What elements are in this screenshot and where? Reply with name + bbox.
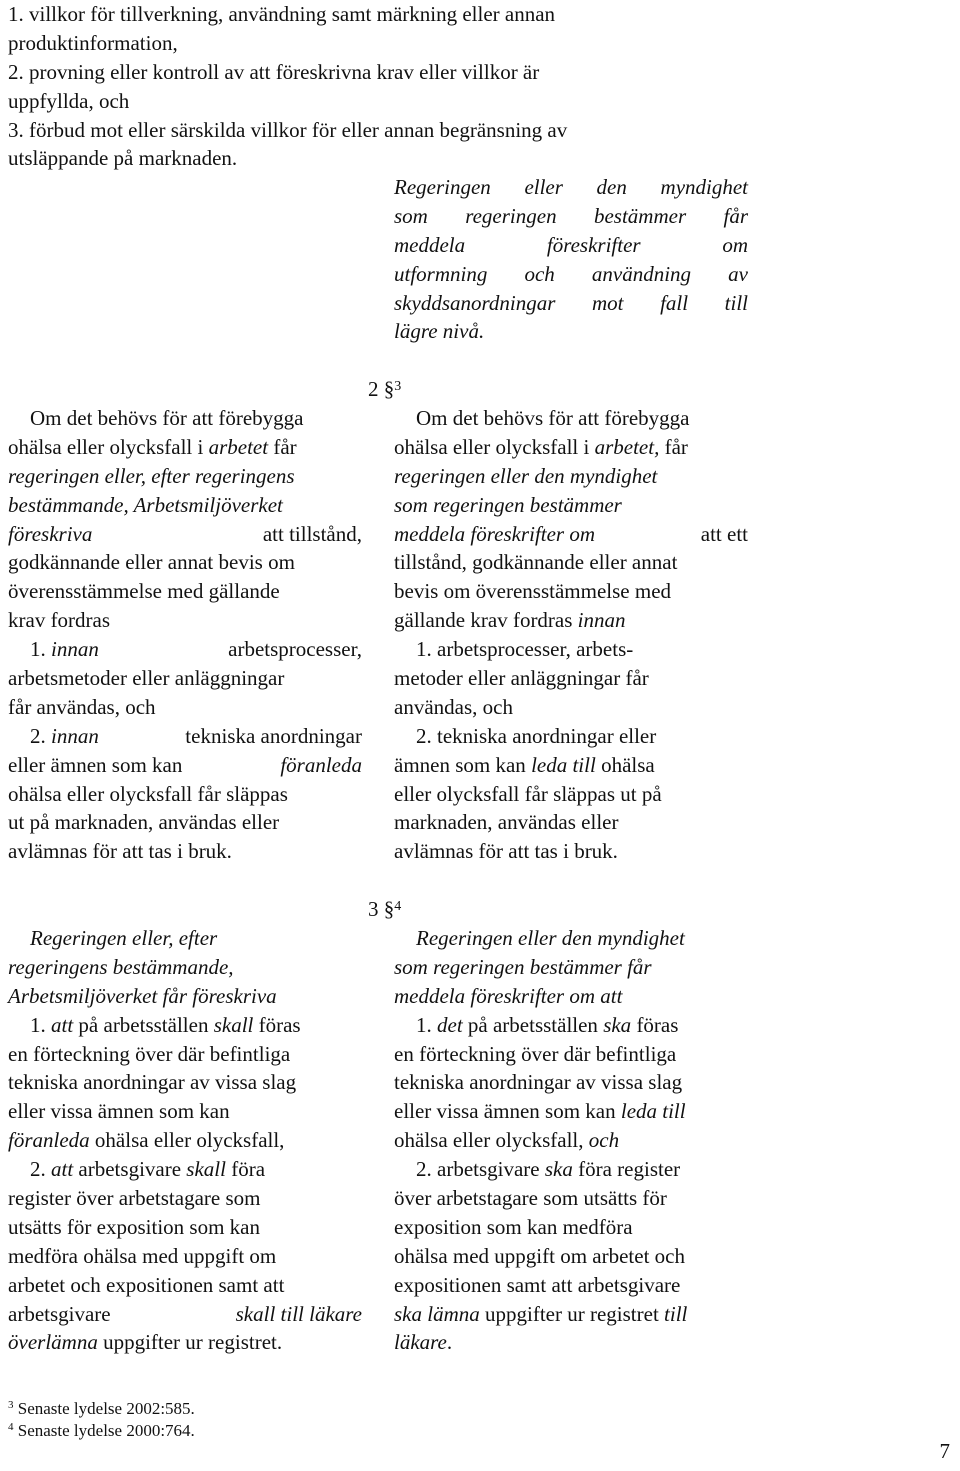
sec2-left-column [8, 404, 362, 866]
text-line: ämnen som kan leda till ohälsa [394, 752, 655, 777]
text-line: 2. provning eller kontroll av att föreskrivna krav eller villkor är [8, 59, 540, 84]
text-line: ohälsa eller olycksfall i arbetet får [8, 434, 297, 459]
text-line: Regeringen eller den myndighet [394, 175, 748, 199]
text-line: tekniska anordningar av vissa slag [8, 1070, 297, 1095]
text-line: 2. att arbetsgivare skall föra [30, 1157, 266, 1182]
text-line: en förteckning över där befintliga [394, 1041, 677, 1066]
text-line: föranleda ohälsa eller olycksfall, [8, 1128, 285, 1153]
text-line: eller olycksfall får släppas ut på [394, 781, 662, 806]
text-line: 2. innan tekniska anordningar [30, 723, 362, 748]
text-line: 2. arbetsgivare ska föra register [416, 1157, 681, 1182]
text-line: som regeringen bestämmer får [394, 203, 748, 228]
footnote-number: 4 [8, 1421, 14, 1433]
text-line: som regeringen bestämmer [394, 492, 622, 517]
text-line: får användas, och [8, 694, 156, 719]
text-line: produktinformation, [8, 30, 178, 55]
text-line: regeringens bestämmande, [8, 954, 234, 979]
text-line: ut på marknaden, användas eller [8, 810, 280, 835]
text-line: läkare. [394, 1330, 453, 1355]
text-line: en förteckning över där befintliga [8, 1041, 291, 1066]
text-line: 1. det på arbetsställen ska föras [416, 1012, 679, 1037]
text-line: meddela föreskrifter om att [394, 983, 623, 1008]
sec3-right-column [394, 924, 748, 1357]
footnote-ref: 4 [394, 899, 402, 914]
text-line: Regeringen eller den myndighet [416, 926, 685, 950]
text-line: 1. att på arbetsställen skall föras [30, 1012, 301, 1037]
text-line: ohälsa eller olycksfall får släppas [8, 781, 288, 806]
text-line: 1. innan arbetsprocesser, [30, 637, 362, 662]
text-line: ohälsa eller olycksfall i arbetet, får [394, 434, 688, 459]
text-line: krav fordras [8, 608, 111, 633]
text-line: regeringen eller den myndighet [394, 463, 658, 488]
text-line: uppfyllda, och [8, 88, 130, 113]
footnote [8, 1398, 195, 1420]
top-paragraph [8, 0, 748, 173]
text-line: utsläppande på marknaden. [8, 146, 238, 171]
text-line: marknaden, användas eller [394, 810, 619, 835]
top-right-italic-paragraph [394, 173, 748, 346]
text-line: över arbetstagare som utsätts för [394, 1186, 667, 1211]
text-line: föreskriva att tillstånd, [8, 521, 362, 546]
page-number: 7 [939, 1439, 950, 1463]
text-line: 1. villkor för tillverkning, användning samt märkning eller annan [8, 2, 556, 26]
text-line: meddela föreskrifter om att ett [394, 521, 748, 546]
text-line: avlämnas för att tas i bruk. [8, 839, 232, 864]
section-number: 2 [368, 377, 379, 401]
text-line: ohälsa eller olycksfall, och [394, 1128, 620, 1153]
text-line: medföra ohälsa med uppgift om [8, 1243, 277, 1268]
footnotes [8, 1398, 195, 1442]
text-line: register över arbetstagare som [8, 1186, 261, 1211]
text-line: expositionen samt att arbetsgivare [394, 1272, 681, 1297]
text-line: utsätts för exposition som kan [8, 1214, 260, 1239]
text-line: ska lämna uppgifter ur registret till [394, 1301, 688, 1326]
section-number: 3 [368, 897, 379, 921]
text-line: exposition som kan medföra [394, 1214, 633, 1239]
text-line: Regeringen eller, efter [30, 926, 218, 950]
text-line: Arbetsmiljöverket får föreskriva [8, 983, 277, 1008]
section-symbol: § [383, 897, 395, 921]
section-symbol: § [383, 377, 395, 401]
text-line: Om det behövs för att förebygga [30, 406, 304, 430]
footnote-number: 3 [8, 1399, 14, 1411]
text-line: metoder eller anläggningar får [394, 666, 649, 691]
footnote-text: Senaste lydelse 2000:764. [17, 1421, 195, 1440]
text-line: tillstånd, godkännande eller annat [394, 550, 678, 575]
text-line: användas, och [394, 694, 513, 719]
text-line: eller vissa ämnen som kan leda till [394, 1099, 686, 1124]
text-line: överensstämmelse med gällande [8, 579, 280, 604]
text-line: överlämna uppgifter ur registret. [8, 1330, 283, 1355]
text-line: bevis om överensstämmelse med [394, 579, 672, 604]
text-line: lägre nivå. [394, 319, 485, 344]
text-line: bestämmande, Arbetsmiljöverket [8, 492, 283, 517]
text-line: 2. tekniska anordningar eller [416, 723, 657, 748]
text-line: regeringen eller, efter regeringens [8, 463, 295, 488]
text-line: avlämnas för att tas i bruk. [394, 839, 618, 864]
footnote-ref: 3 [394, 379, 402, 394]
text-line: gällande krav fordras innan [394, 608, 626, 633]
text-line: Om det behövs för att förebygga [416, 406, 690, 430]
text-line: eller vissa ämnen som kan [8, 1099, 230, 1124]
text-line: eller ämnen som kan föranleda [8, 752, 362, 777]
sec2-right-column [394, 404, 748, 866]
text-line: arbetet och expositionen samt att [8, 1272, 285, 1297]
text-line: meddela föreskrifter om [394, 232, 748, 257]
section-heading-2 [368, 375, 401, 404]
section-heading-3 [368, 895, 401, 924]
text-line: godkännande eller annat bevis om [8, 550, 295, 575]
text-line: arbetsgivare skall till läkare [8, 1301, 362, 1326]
text-line: utformning och användning av [394, 261, 748, 286]
text-line: som regeringen bestämmer får [394, 954, 652, 979]
footnote [8, 1420, 195, 1442]
text-line: tekniska anordningar av vissa slag [394, 1070, 683, 1095]
text-line: 3. förbud mot eller särskilda villkor för eller annan begränsning av [8, 117, 568, 142]
text-line: ohälsa med uppgift om arbetet och [394, 1243, 685, 1268]
text-line: skyddsanordningar mot fall till [394, 290, 748, 315]
text-line: arbetsmetoder eller anläggningar [8, 666, 285, 691]
sec3-left-column [8, 924, 362, 1357]
footnote-text: Senaste lydelse 2002:585. [17, 1399, 195, 1418]
text-line: 1. arbetsprocesser, arbets- [416, 637, 634, 662]
